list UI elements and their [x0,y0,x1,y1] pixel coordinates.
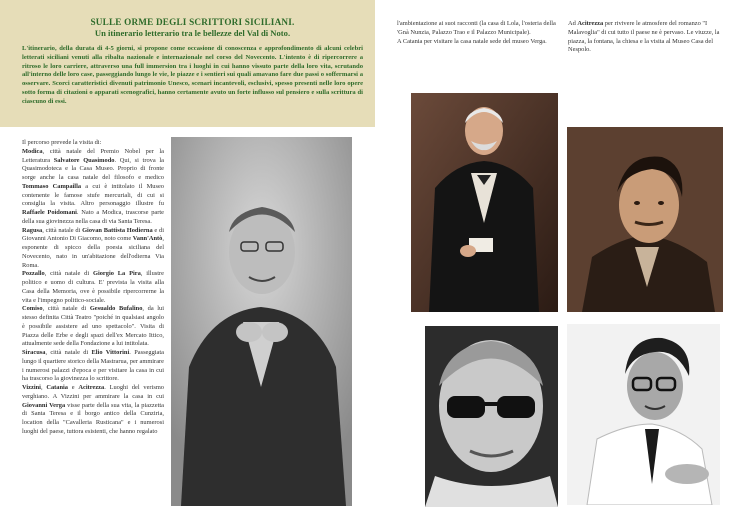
place-acitrezza-right: Acitrezza [577,20,604,27]
paragraph-siracusa [22,349,164,384]
itinerary-lead: Il percorso prevede la visita di: [22,139,102,146]
text-span: . Nato a Modica, trascorse parte della sua giovinezza nella casa di via Santa Teresa. [22,209,165,225]
text-column-middle [397,20,559,46]
name-hodierna: Giovan Battista Hodierna [82,226,153,234]
text-span: , città natale di [42,226,83,234]
text-column-right [568,20,731,55]
name-quasimodo: Salvatore Quasimodo [53,156,115,164]
name-campailla: Tommaso Campailla [22,182,82,190]
place-acitrezza: Acitrezza [78,384,105,391]
paragraph-comiso [22,305,164,349]
intro-subtitle: Un itinerario letterario tra le bellezze del Val di Noto. [94,28,291,38]
name-poidomani: Raffaele Poidomani [22,209,77,216]
name-bufalino: Gesualdo Bufalino [89,305,143,313]
text-span: , città natale di [44,270,93,278]
text-span: Ad [568,20,578,27]
name-vittorini: Elio Vittorini [91,349,130,356]
writer-photo-sepia [567,127,723,312]
text-span: , città natale del Premio Nobel per la Letteratura [22,147,164,164]
text-span: visse parte della sua vita, la piazzetta di Santa Teresa e il borgo antico della Cunziria, location della "Cavalleria Rusticana" e i numerosi luoghi del paese, tuttora esistenti, che hanno regalato [22,401,164,435]
place-modica: Modica [22,147,43,155]
name-verga: Giovanni Verga [22,401,66,409]
text-span: . Passeggiata lungo il quartiere storico della Mastrarua, per ammirare i numerosi palazzi d'epoca e per visitare la casa in cui ha trascorso la giovinezza lo scrittore. [22,349,165,383]
name-vannanto: Vann'Antò [132,235,163,243]
text-span: . Luoghi del verismo verghiano. A Vizzini per ammirare la casa in cui [22,384,164,400]
paragraph-vizzini [22,384,164,437]
paragraph-acitrezza [568,20,731,55]
text-span: , esponente di spicco della poesia siciliana del Novecento, nato in un'abitazione dell'odierna Via Roma. [22,235,164,269]
paragraph-catania: A Catania per visitare la casa natale sede del museo Verga. [397,37,547,45]
intro-title: SULLE ORME DEGLI SCRITTORI SICILIANI. [90,17,295,27]
writer-photo-glasses [567,324,720,505]
writer-photo-dark-glasses [425,326,558,507]
itinerary-column-left [22,139,164,437]
name-la-pira: Giorgio La Pira [92,270,141,278]
text-span: e di Giovanni Antonio Di Giacomo, noto come [22,226,164,243]
paragraph-vizzini-cont: l'ambientazione ai suoi racconti (la casa di Lola, l'osteria della 'Gnà Nunzia, Palazzo Trao e il Palazzo Municipale). [397,20,556,36]
place-siracusa: Siracusa [22,349,46,356]
writer-photo-large [171,137,352,506]
place-vizzini: Vizzini [22,384,41,391]
paragraph-pozzallo [22,270,164,305]
text-span: , città natale di [45,349,92,356]
place-pozzallo: Pozzallo [22,270,45,278]
text-span: per rivivere le atmosfere del romanzo "I Malavoglia" di cui tutto il paese ne è pervaso. Le viuzze, la piazza, la fontana, la chiesa e la visita al Museo Casa del Nespolo. [568,20,720,54]
paragraph-modica [22,148,164,227]
text-span: , città natale di [42,305,90,313]
text-span: a cui è intitolato il Museo contenente le famose stufe mercuriali, di cui si consiglia la visita. Altro personaggio illustre fu [22,182,164,208]
intro-box [0,0,375,127]
text-span: e [68,384,79,391]
place-comiso: Comiso [22,305,43,313]
text-span: . Qui, si trova la Quasimodoteca e la Casa Museo. Proprio di fronte sorge anche la casa natale del filosofo e medico [22,156,164,181]
place-ragusa: Ragusa [22,226,43,234]
text-span: , illustre politico e uomo di cultura. E' prevista la visita alla Casa della Memoria, ove è possibile ripercorrerne la vita e l'impegno politico-sociale. [22,270,164,304]
writer-photo-suit [411,93,558,312]
place-catania: Catania [46,384,68,391]
text-span: , da lui stesso definita Città Teatro "poiché in qualsiasi angolo è possibile assistere ad uno spettacolo". Visita di Piazza delle Erbe e degli spazi dell'ex Mercato Ittico, attualmente sede della Fondazione a lui intitolata. [22,305,164,348]
intro-text: L'itinerario, della durata di 4-5 giorni, si propone come occasione di conoscenza e approfondimento di alcuni celebri letterati siciliani venuti alla ribalta nazionale e internazionale nel corso del Novecento. L'intento è di ripercorrere a ritroso le loro carriere, attraverso una full immersion tra i luoghi in cui hanno vissuto parte della loro vita, scrutando all'interno delle loro case, passeggiando lungo le vie, le piazze e i sentieri sui quali amavano fare due passi o soffermarsi a osservare. Scorci caratteristici divenuti patrimonio Unesco, scenari incantevoli, esclusivi, spesso presenti nelle loro opere sotto forma di citazioni o apparati scenografici, hanno certamente avuto un forte influsso sul pensiero e sulla scrittura di ciascuno di essi. [22,45,363,105]
text-span: , [40,384,47,391]
paragraph-ragusa [22,227,164,271]
